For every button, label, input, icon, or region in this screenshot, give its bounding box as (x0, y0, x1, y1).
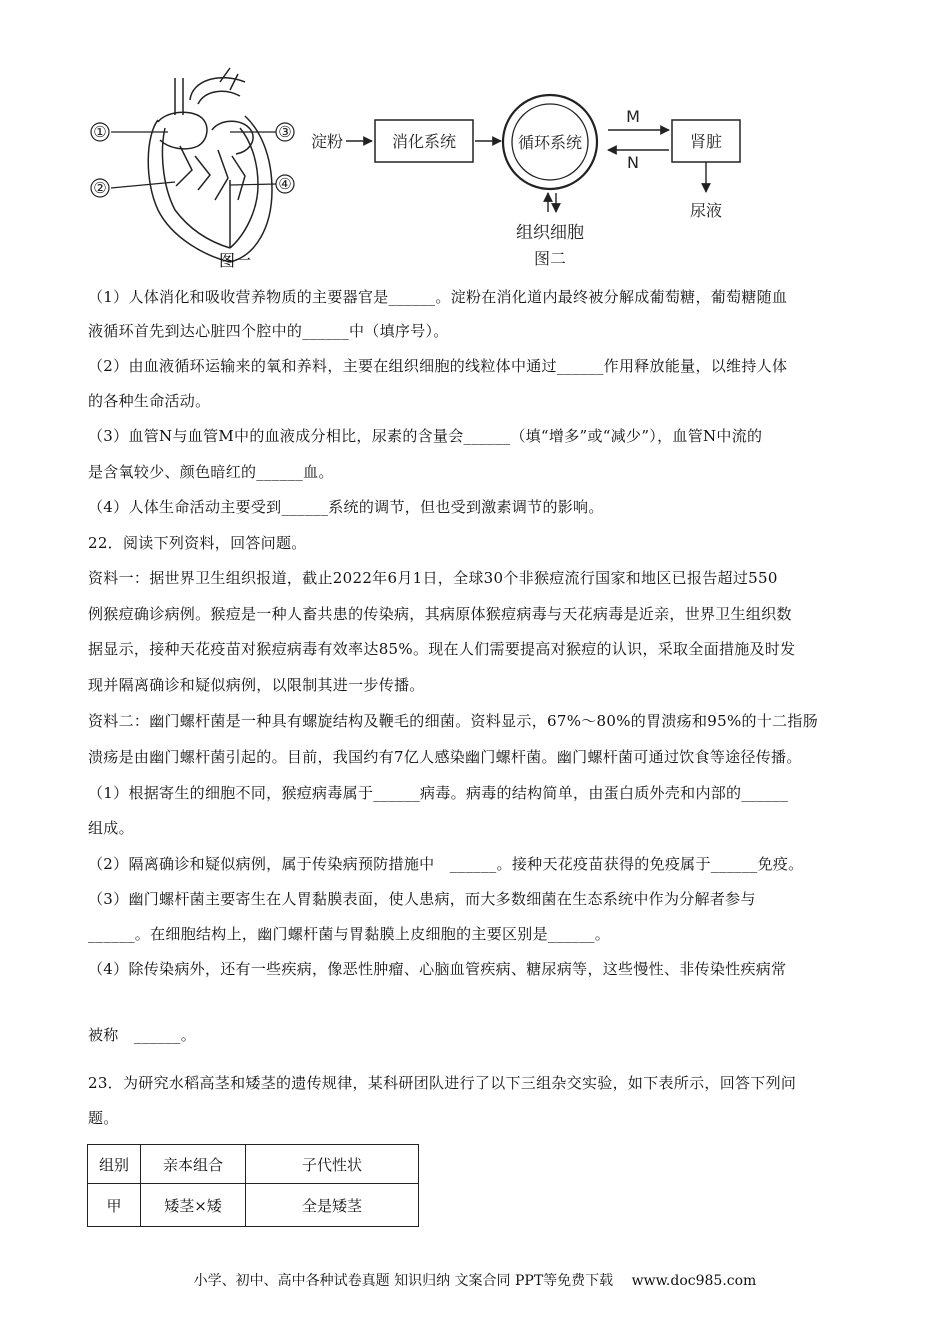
q22-1-line1: （1）根据寄生的细胞不同，猴痘病毒属于______病毒。病毒的结构简单，由蛋白质外壳和内部的______ (88, 784, 789, 802)
heart-label-3: ③ (278, 123, 292, 141)
header-group: 组别 (88, 1145, 141, 1184)
figure2-caption: 图二 (533, 249, 567, 268)
figure-area (80, 60, 780, 275)
material1-line2: 例猴痘确诊病例。猴痘是一种人畜共患的传染病，其病原体猴痘病毒与天花病毒是近亲，世界卫生组织数 (88, 605, 792, 623)
q21-1-line1: （1）人体消化和吸收营养物质的主要器官是______。淀粉在消化道内最终被分解成葡萄糖，葡萄糖随血 (88, 288, 788, 306)
q22-title: 22．阅读下列资料，回答问题。 (88, 534, 307, 552)
q21-2-line1: （2）由血液循环运输来的氧和养料，主要在组织细胞的线粒体中通过______作用释放能量，以维持人体 (88, 357, 788, 375)
q22-4-line2: 被称 ______。 (88, 1026, 197, 1044)
q21-3-line1: （3）血管N与血管M中的血液成分相比，尿素的含量会______（填“增多”或“减少”），血管N中流的 (88, 427, 763, 445)
q22-2: （2）隔离确诊和疑似病例，属于传染病预防措施中 ______。接种天花疫苗获得的免疫属于______免疫。 (88, 855, 804, 873)
heart-label-lines (111, 132, 276, 188)
footer (0, 1270, 950, 1290)
q23-line1: 23．为研究水稻高茎和矮茎的遗传规律，某科研团队进行了以下三组杂交实验，如下表所示，回答下列问 (88, 1074, 797, 1092)
kidney-label: 肾脏 (689, 132, 723, 151)
genetics-table (87, 1144, 419, 1227)
q21-2-line2: 的各种生命活动。 (88, 392, 211, 410)
heart-diagram (148, 68, 272, 262)
row-group: 甲 (88, 1184, 141, 1227)
q22-4-line1: （4）除传染病外，还有一些疾病，像恶性肿瘤、心脑血管疾病、糖尿病等，这些慢性、非传染性疾病常 (88, 960, 787, 978)
q22-3-line1: （3）幽门螺杆菌主要寄生在人胃黏膜表面，使人患病，而大多数细菌在生态系统中作为分解者参与 (88, 890, 756, 908)
footer-link[interactable]: www.doc985.com (631, 1273, 757, 1289)
heart-label-1: ① (93, 123, 107, 141)
header-offspring: 子代性状 (246, 1145, 419, 1184)
n-label: N (627, 153, 639, 172)
q22-3-line2: ______。在细胞结构上，幽门螺杆菌与胃黏膜上皮细胞的主要区别是______。 (88, 925, 611, 943)
row-parents: 矮茎×矮 (141, 1184, 246, 1227)
material1-line3: 据显示，接种天花疫苗对猴痘病毒有效率达85%。现在人们需要提高对猴痘的认识，采取全面措施及时发 (88, 640, 796, 658)
table-header-row (88, 1145, 419, 1184)
q22-1-line2: 组成。 (88, 819, 134, 837)
q23-line2: 题。 (88, 1109, 119, 1127)
heart-label-4: ④ (278, 175, 292, 193)
circulatory-label: 循环系统 (517, 133, 583, 152)
footer-text: 小学、初中、高中各种试卷真题 知识归纳 文案合同 PPT等免费下载 (193, 1273, 614, 1289)
q21-4: （4）人体生命活动主要受到______系统的调节，但也受到激素调节的影响。 (88, 498, 604, 516)
heart-label-2: ② (93, 179, 107, 197)
q21-1-line2: 液循环首先到达心脏四个腔中的______中（填序号）。 (88, 322, 449, 340)
header-parents: 亲本组合 (141, 1145, 246, 1184)
material2-line2: 溃疡是由幽门螺杆菌引起的。目前，我国约有7亿人感染幽门螺杆菌。幽门螺杆菌可通过饮食等途径传播。 (88, 748, 802, 766)
material1-line4: 现并隔离确诊和疑似病例，以限制其进一步传播。 (88, 676, 425, 694)
row-offspring: 全是矮茎 (246, 1184, 419, 1227)
starch-label: 淀粉 (311, 132, 344, 151)
digestive-label: 消化系统 (391, 132, 457, 151)
figure1-caption: 图一 (218, 251, 252, 270)
table-row (88, 1184, 419, 1227)
m-label: M (626, 107, 640, 126)
material2-line1: 资料二：幽门螺杆菌是一种具有螺旋结构及鞭毛的细菌。资料显示，67%～80%的胃溃疡和95%的十二指肠 (88, 712, 819, 730)
q21-3-line2: 是含氧较少、颜色暗红的______血。 (88, 463, 334, 481)
material1-line1: 资料一：据世界卫生组织报道，截止2022年6月1日，全球30个非猴痘流行国家和地区已报告超过550 (88, 569, 778, 587)
urine-label: 尿液 (689, 201, 723, 220)
tissue-label: 组织细胞 (516, 223, 584, 243)
